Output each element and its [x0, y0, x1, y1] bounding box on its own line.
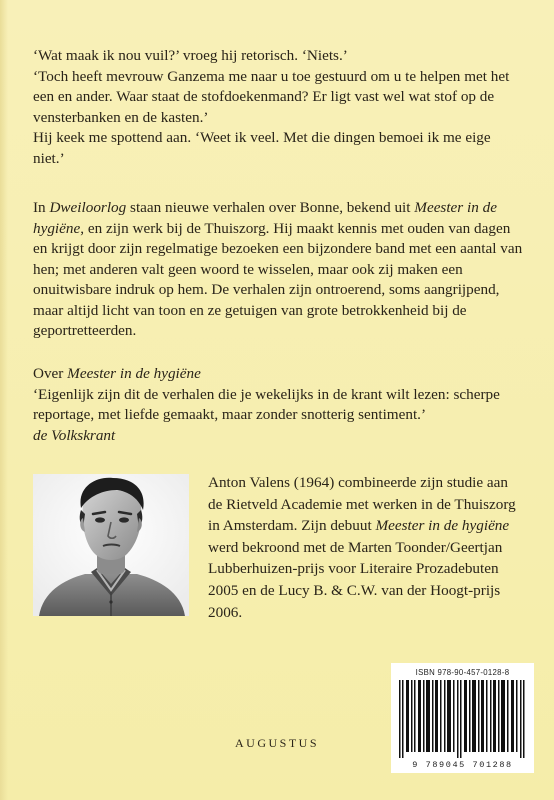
- isbn-barcode: [391, 663, 534, 773]
- excerpt-line: ‘Wat maak ik nou vuil?’ vroeg hij retorisch. ‘Niets.’: [33, 47, 348, 64]
- excerpt-line: ‘Toch heeft mevrouw Ganzema me naar u toe gestuurd om u te helpen met het een en ander. Waar staat de stofdoekenmand? Er ligt vast wel wat stof op de vensterbanken en de kasten.’: [33, 67, 510, 126]
- book-blurb: [33, 198, 523, 342]
- page-edge-shadow: [0, 0, 8, 800]
- book-title: Dweiloorlog: [49, 199, 127, 216]
- isbn-number: ISBN 978-90-457-0128-8: [415, 668, 510, 677]
- previous-book-title: Meester in de hygiëne: [33, 199, 497, 237]
- barcode-icon: [397, 680, 528, 758]
- excerpt-line: Hij keek me spottend aan. ‘Weet ik veel. Met die dingen bemoei ik me eige niet.’: [33, 129, 491, 167]
- excerpt: [33, 46, 523, 169]
- blurb-text: , en zijn werk bij de Thuiszorg. Hij maakt kennis met ouden van dagen en krijgt door zijn regelmatige bezoeken een bijzondere band met een aantal van hen; met anderen valt geen woord te wisselen, maar ook zij maken een onuitwisbare indruk op hem. De verhalen zijn ontroerend, soms aangrijpend, maar altijd licht van toon en ze getuigen van grote betrokkenheid bij de geportretteerden.: [33, 219, 523, 339]
- press-review: [33, 364, 523, 446]
- reviewed-book-title: Meester in de hygiëne: [67, 365, 201, 382]
- ean-digits: 9 789045 701288: [412, 760, 513, 770]
- review-intro: [33, 364, 523, 385]
- blurb-text: staan nieuwe verhalen over Bonne, bekend uit: [126, 199, 415, 216]
- author-portrait-image: [33, 474, 189, 616]
- author-photo: [33, 474, 189, 616]
- publisher-name: AUGUSTUS: [234, 736, 319, 750]
- review-source: [33, 426, 523, 447]
- debut-title: Meester in de hygiëne: [375, 517, 510, 535]
- bio-text: Anton Valens (1964) combineerde zijn studie aan de Rietveld Academie met werken in de Thuiszorg in Amsterdam. Zijn debuut: [208, 474, 516, 535]
- review-intro-text: Over: [33, 365, 68, 382]
- review-quote: ‘Eigenlijk zijn dit de verhalen die je wekelijks in de krant wilt lezen: scherpe reportage, met liefde gemaakt, maar zonder snotterig sentiment.’: [33, 385, 500, 423]
- author-bio: [208, 472, 526, 623]
- review-source-name: de Volkskrant: [33, 426, 116, 444]
- blurb-paragraph: [33, 198, 523, 342]
- blurb-text: In: [33, 199, 50, 216]
- bio-paragraph: [208, 472, 526, 623]
- bio-text: werd bekroond met de Marten Toonder/Geertjan Lubberhuizen-prijs voor Literaire Prozadebuten 2005 en de Lucy B. & C.W. van der Hoogt-prijs 2006.: [208, 538, 503, 621]
